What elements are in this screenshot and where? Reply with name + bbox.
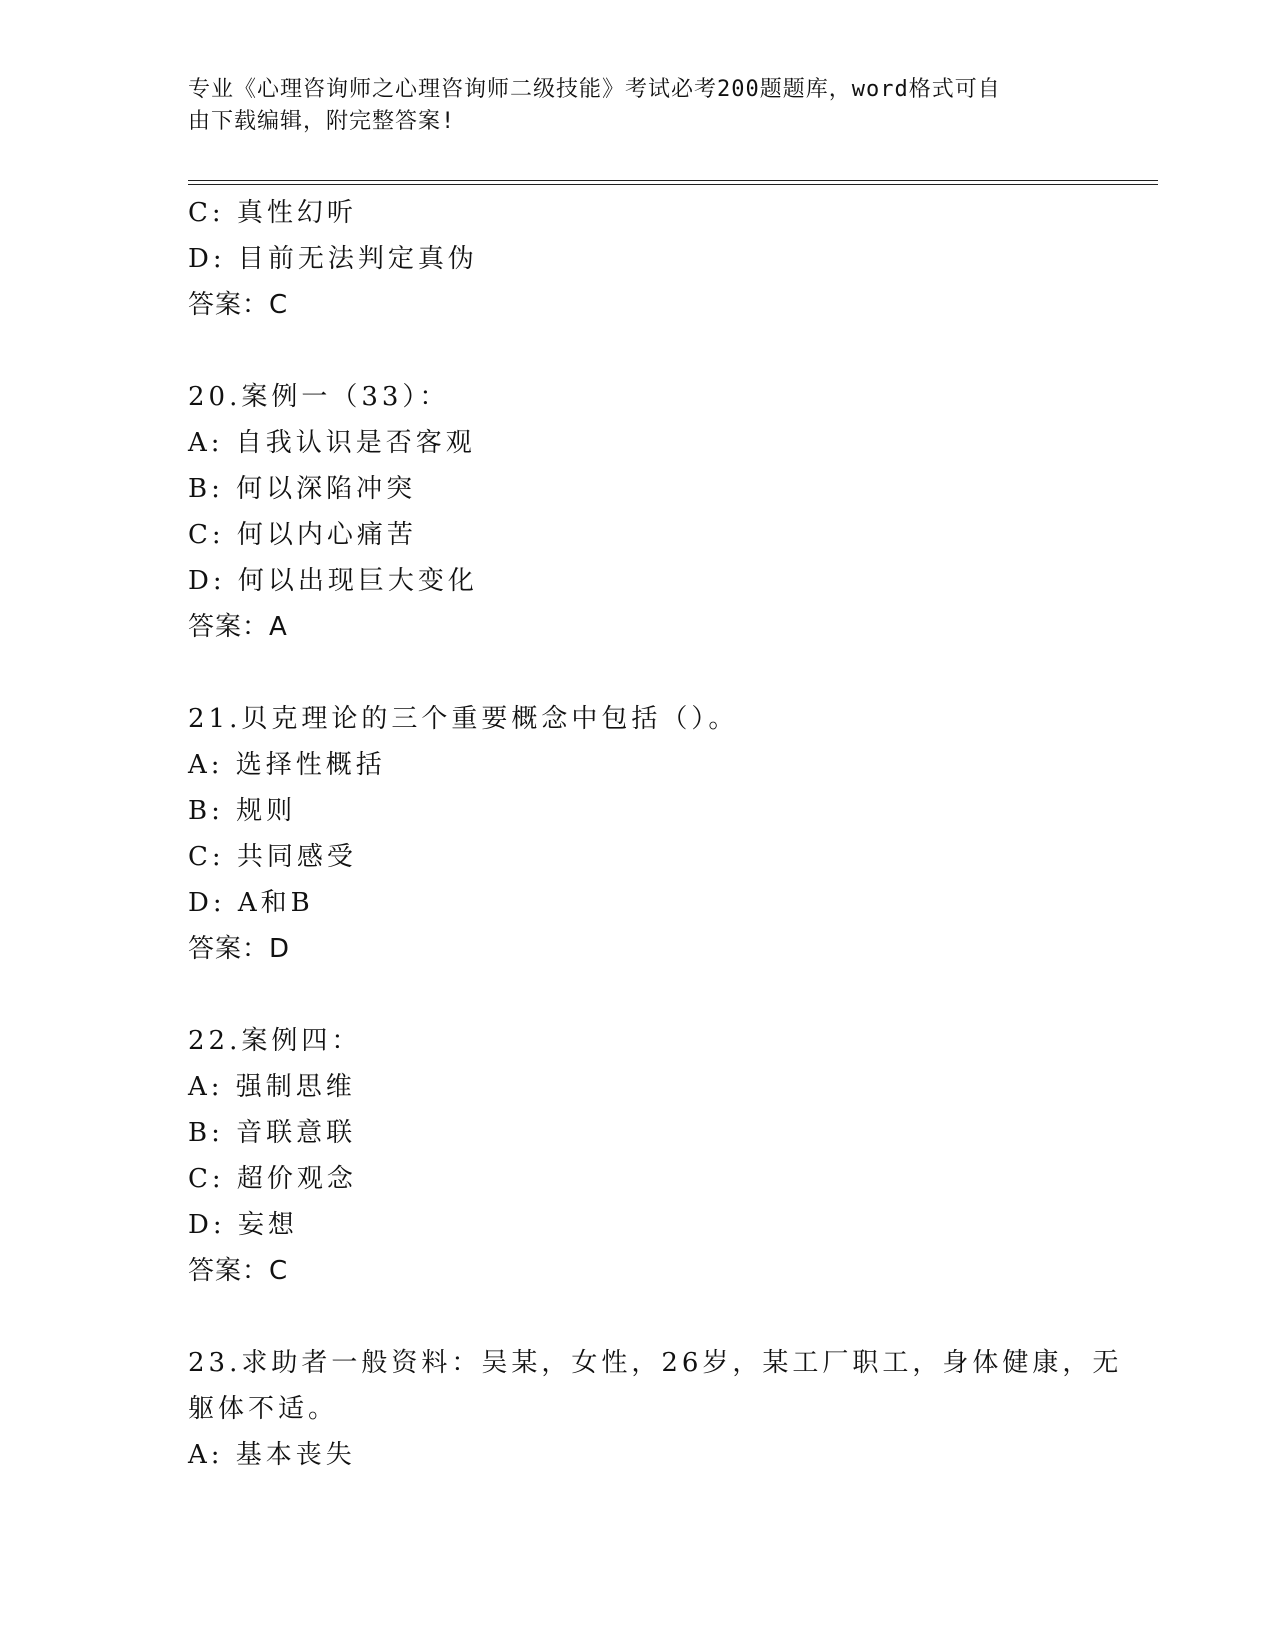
option-a: A: 选择性概括	[188, 750, 386, 780]
question-20	[188, 374, 1148, 650]
answer-line: 答案：D	[188, 934, 291, 964]
option-d: D: A和B	[188, 888, 314, 918]
question-title-continued: 躯体不适。	[188, 1394, 339, 1424]
option-b: B: 规则	[188, 796, 297, 826]
header-divider-top	[188, 180, 1158, 181]
header-divider-bottom	[188, 184, 1158, 185]
option-b: B: 何以深陷冲突	[188, 474, 417, 504]
option-c: C: 何以内心痛苦	[188, 520, 417, 550]
question-title: 23.求助者一般资料：吴某，女性，26岁，某工厂职工，身体健康，无	[188, 1348, 1123, 1378]
option-c: C: 共同感受	[188, 842, 357, 872]
question-title: 20.案例一（33）：	[188, 382, 450, 412]
answer-line: 答案：C	[188, 1256, 289, 1286]
question-21	[188, 696, 1148, 972]
option-c: C: 超价观念	[188, 1164, 357, 1194]
document-header	[188, 74, 1088, 138]
option-a: A: 自我认识是否客观	[188, 428, 476, 458]
question-list	[188, 190, 1148, 1478]
question-spacer	[188, 972, 1148, 1018]
question-title: 22.案例四：	[188, 1026, 362, 1056]
answer-line: 答案：A	[188, 612, 288, 642]
question-23	[188, 1340, 1148, 1478]
answer-line: 答案：C	[188, 290, 289, 320]
question-spacer	[188, 328, 1148, 374]
question-spacer	[188, 1294, 1148, 1340]
option-a: A: 基本丧失	[188, 1440, 356, 1470]
question-title: 21.贝克理论的三个重要概念中包括（）。	[188, 704, 739, 734]
header-line-1: 专业《心理咨询师之心理咨询师二级技能》考试必考200题题库，word格式可自	[188, 77, 1001, 102]
option-d: D: 何以出现巨大变化	[188, 566, 478, 596]
header-line-2: 由下载编辑，附完整答案!	[188, 109, 456, 134]
option-b: B: 音联意联	[188, 1118, 357, 1148]
option-a: A: 强制思维	[188, 1072, 356, 1102]
option-d: D: 目前无法判定真伪	[188, 244, 478, 274]
option-c: C: 真性幻听	[188, 198, 357, 228]
option-d: D: 妄想	[188, 1210, 298, 1240]
question-spacer	[188, 650, 1148, 696]
question-22	[188, 1018, 1148, 1294]
